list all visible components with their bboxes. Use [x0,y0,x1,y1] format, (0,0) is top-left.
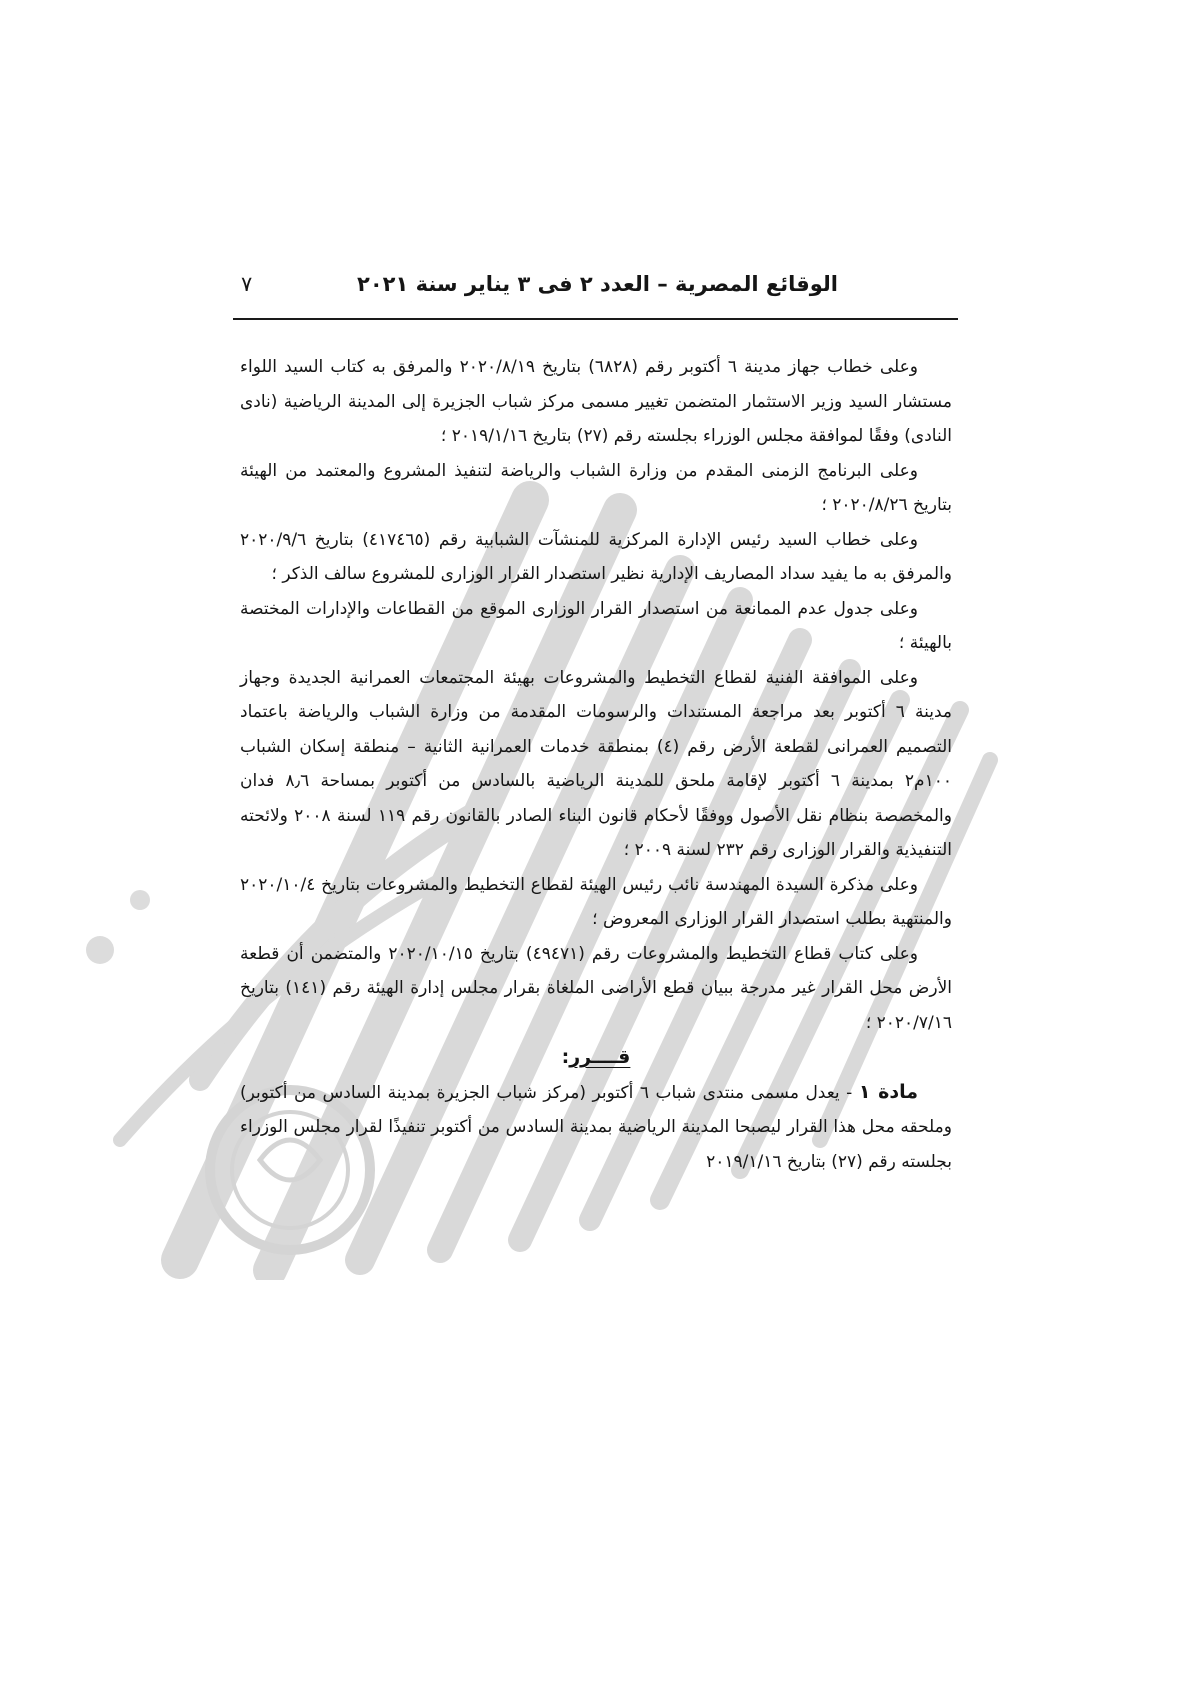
page-number: ٧ [241,272,253,296]
preamble-paragraph: وعلى مذكرة السيدة المهندسة نائب رئيس الهيئة لقطاع التخطيط والمشروعات بتاريخ ٢٠٢٠/١٠/٤ والمنتهية بطلب استصدار القرار الوزارى المعروض ؛ [240,874,952,929]
decision-heading-colon: : [561,1046,570,1068]
preamble-paragraph: وعلى خطاب السيد رئيس الإدارة المركزية للمنشآت الشبابية رقم (٤١٧٤٦٥) بتاريخ ٢٠٢٠/٩/٦ والمرفق به ما يفيد سداد المصاريف الإدارية نظير استصدار القرار الوزارى للمشروع سالف الذكر ؛ [240,529,952,584]
header-divider [233,318,958,320]
article-text: - يعدل مسمى منتدى شباب ٦ أكتوبر (مركز شباب الجزيرة بمدينة السادس من أكتوبر) وملحقه محل هذا القرار ليصبحا المدينة الرياضية بمدينة السادس من أكتوبر تنفيذًا لقرار مجلس الوزراء بجلسته رقم (٢٧) بتاريخ ٢٠١٩/١/١٦ [240,1082,952,1172]
preamble-paragraph: وعلى جدول عدم الممانعة من استصدار القرار الوزارى الموقع من القطاعات والإدارات المختصة بالهيئة ؛ [240,598,952,653]
preamble-paragraph: وعلى خطاب جهاز مدينة ٦ أكتوبر رقم (٦٨٢٨) بتاريخ ٢٠٢٠/٨/١٩ والمرفق به كتاب السيد اللواء مستشار السيد وزير الاستثمار المتضمن تغيير مسمى مركز شباب الجزيرة إلى المدينة الرياضية (نادى النادى) وفقًا لموافقة مجلس الوزراء بجلسته رقم (٢٧) بتاريخ ٢٠١٩/١/١٦ ؛ [240,357,952,446]
preamble-paragraph: وعلى كتاب قطاع التخطيط والمشروعات رقم (٤٩٤٧١) بتاريخ ٢٠٢٠/١٠/١٥ والمتضمن أن قطعة الأرض محل القرار غير مدرجة ببيان قطع الأراضى الملغاة بقرار مجلس إدارة الهيئة رقم (١٤١) بتاريخ ٢٠٢٠/٧/١٦ ؛ [240,943,952,1033]
preamble-paragraph: وعلى الموافقة الفنية لقطاع التخطيط والمشروعات بهيئة المجتمعات العمرانية الجديدة وجهاز مدينة ٦ أكتوبر بعد مراجعة المستندات والرسومات المقدمة من وزارة الشباب والرياضة باعتماد التصميم العمرانى لقطعة الأرض رقم (٤) بمنطقة خدمات العمرانية الثانية – منطقة إسكان الشباب ١٠٠م٢ بمدينة ٦ أكتوبر لإقامة ملحق للمدينة الرياضية بالسادس من أكتوبر بمساحة ٨٫٦ فدان والمخصصة بنظام نقل الأصول ووفقًا لأحكام قانون البناء الصادر بالقانون رقم ١١٩ لسنة ٢٠٠٨ ولائحته التنفيذية والقرار الوزارى رقم ٢٣٢ لسنة ٢٠٠٩ ؛ [240,667,952,860]
page-header [233,270,958,310]
gazette-header-title: الوقائع المصرية – العدد ٢ فى ٣ يناير سنة ٢٠٢١ [357,272,838,296]
document-body [240,350,952,1179]
preamble-paragraph: وعلى البرنامج الزمنى المقدم من وزارة الشباب والرياضة لتنفيذ المشروع والمعتمد من الهيئة بتاريخ ٢٠٢٠/٨/٢٦ ؛ [240,460,952,515]
article-label: مادة ١ [858,1080,919,1103]
article-1 [240,1075,952,1180]
decision-heading [240,1040,952,1075]
decision-heading-word: قــــرر [569,1046,631,1068]
